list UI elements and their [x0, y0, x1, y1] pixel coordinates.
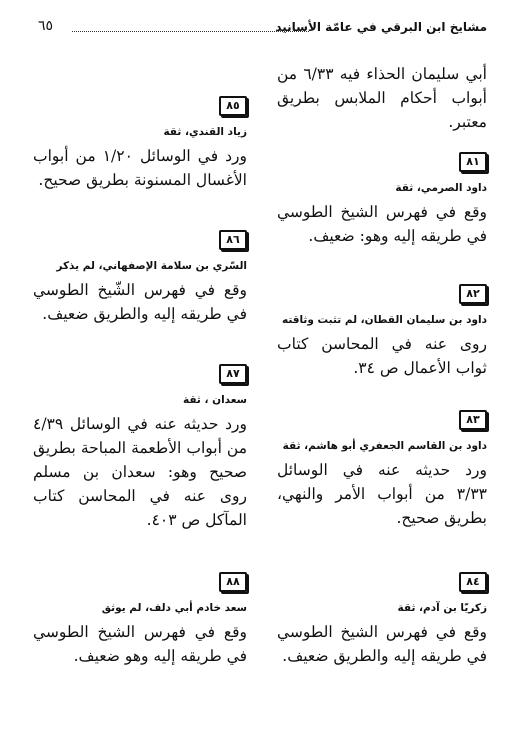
entry-text: وقع في فهرس الشيخ الطوسي في طريقه إليه والطريق ضعيف.: [277, 623, 487, 665]
entry-text: ورد حديثه عنه في الوسائل ٤/٣٩ من أبواب الأطعمة المباحة بطريق صحيح وهو: سعدان بن مسلم روى عنه في المحاسن كتاب المآكل ص ٤٠٣.: [33, 415, 247, 529]
entry-text: وقع في فهرس الشّيخ الطوسي في طريقه إليه والطريق ضعيف.: [33, 281, 247, 323]
entry-text: ورد في الوسائل ١/٢٠ من أبواب الأغسال المسنونة بطريق صحيح.: [33, 147, 248, 189]
entry-84: [277, 570, 487, 668]
narrator-name: زكريّا بن آدم، ثقة: [397, 602, 487, 614]
entry-text: وقع في فهرس الشيخ الطوسي في طريقه إليه وهو ضعيف.: [33, 623, 247, 665]
entry-number-badge: ٨٤: [459, 572, 487, 592]
narrator-name: داود بن القاسم الجعفري أبو هاشم، ثقة: [282, 440, 487, 452]
entry-83: [277, 408, 487, 530]
entry-number-badge: ٨٧: [219, 364, 247, 384]
entry-88: [33, 570, 247, 668]
narrator-name: داود الصرمي، ثقة: [395, 182, 487, 194]
entry-number-badge: ٨٥: [219, 96, 247, 116]
continued-entry: [277, 62, 487, 134]
header-title: مشايخ ابن البرقي في عامّة الأسانيد: [275, 20, 487, 34]
entry-86: [33, 228, 247, 326]
page-number: ٦٥: [38, 18, 54, 34]
entry-number-badge: ٨١: [459, 152, 487, 172]
narrator-name: السّري بن سلامة الإصفهاني، لم يذكر: [56, 260, 247, 272]
narrator-name: سعد خادم أبي دلف، لم يوثق: [101, 602, 247, 614]
entry-number-badge: ٨٢: [459, 284, 487, 304]
entry-text: ورد حديثه عنه في الوسائل ٣/٣٣ من أبواب الأمر والنهي، بطريق صحيح.: [277, 461, 487, 527]
entry-number-badge: ٨٨: [219, 572, 247, 592]
entry-text: روى عنه في المحاسن كتاب ثواب الأعمال ص ٣٤.: [277, 335, 487, 377]
running-header: [38, 16, 487, 42]
entry-number-badge: ٨٣: [459, 410, 487, 430]
entry-85: [33, 94, 247, 192]
narrator-name: داود بن سليمان القطان، لم تثبت وثاقته: [281, 314, 487, 326]
entry-text: وقع في فهرس الشيخ الطوسي في طريقه إليه وهو: ضعيف.: [277, 203, 487, 245]
entry-82: [277, 282, 487, 380]
header-dot-leader: [72, 31, 309, 32]
entry-87: [33, 362, 247, 532]
continued-entry-text: أبي سليمان الحذاء فيه ٦/٣٣ من أبواب أحكام الملابس بطريق معتبر.: [277, 65, 487, 131]
narrator-name: زياد القندي، ثقة: [163, 126, 247, 138]
entry-number-badge: ٨٦: [219, 230, 247, 250]
narrator-name: سعدان ، ثقة: [182, 394, 247, 406]
entry-81: [277, 150, 487, 248]
